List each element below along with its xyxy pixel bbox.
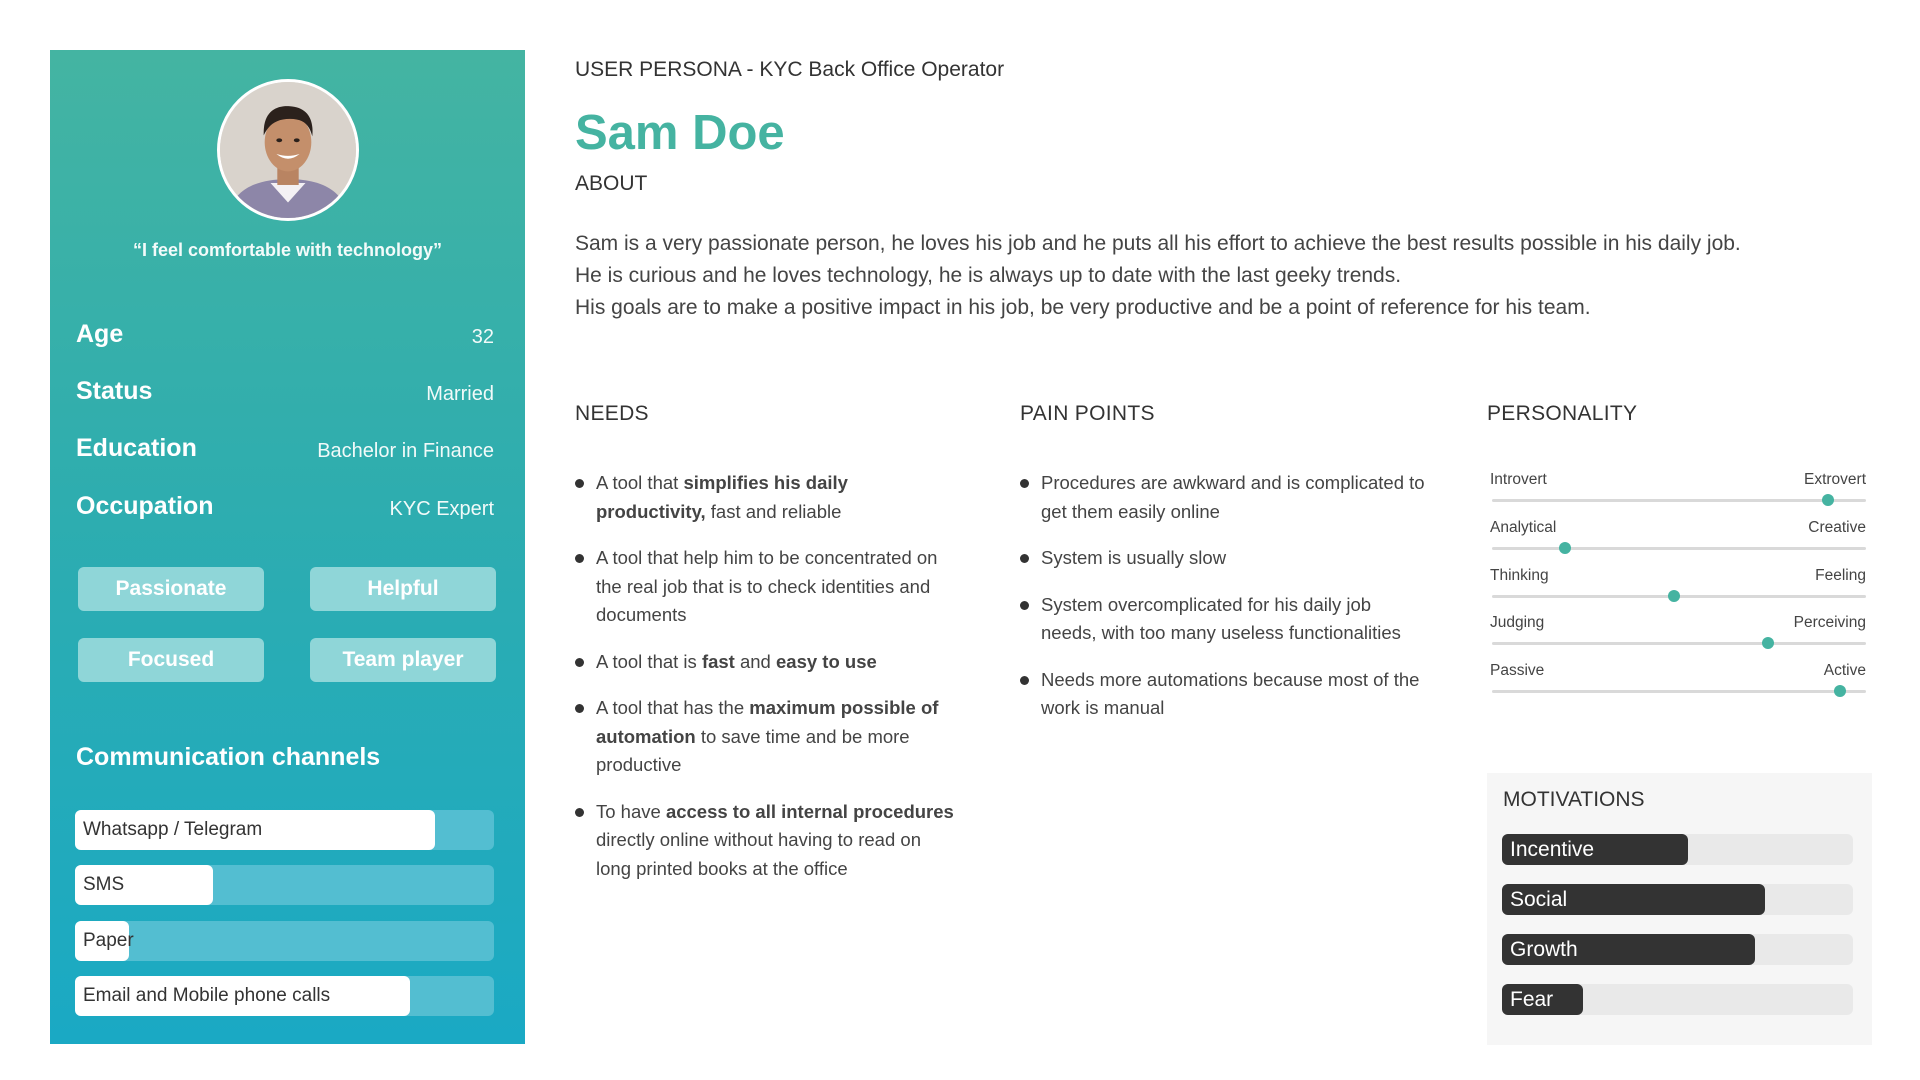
education-row (76, 434, 494, 474)
item-text: System overcomplicated for his daily job needs, with too many useless functionalities (1041, 593, 1401, 643)
list-item (1020, 469, 1425, 526)
emphasis-text: simplifies his daily productivity, (596, 472, 848, 522)
needs-title: NEEDS (575, 402, 649, 425)
motivation-label: Growth (1510, 938, 1578, 961)
avatar (217, 79, 359, 221)
emphasis-text: maximum possible of automation (596, 697, 939, 747)
about-line: His goals are to make a positive impact in his job, be very productive and be a point of reference for his team. (575, 296, 1591, 319)
scale-right-label: Creative (1808, 519, 1866, 536)
list-item (1020, 666, 1425, 723)
motivation-bar (1502, 884, 1853, 915)
item-text: A tool that has the (596, 697, 750, 718)
needs-list (575, 469, 960, 883)
item-text: Needs more automations because most of the work is manual (1041, 668, 1420, 718)
personality-scale (1490, 471, 1866, 515)
item-text: fast and reliable (705, 500, 842, 522)
scale-handle[interactable] (1668, 590, 1680, 602)
channel-bar (75, 865, 494, 905)
portrait-photo-icon (220, 82, 356, 218)
personality-title: PERSONALITY (1487, 402, 1638, 425)
scale-handle[interactable] (1834, 685, 1846, 697)
motivations-panel (1487, 773, 1872, 1045)
about-text (575, 228, 1875, 324)
persona-quote: “I feel comfortable with technology” (132, 240, 443, 260)
scale-track (1492, 690, 1866, 693)
emphasis-text: easy to use (776, 650, 877, 672)
list-item (575, 694, 960, 780)
age-value: 32 (471, 326, 494, 348)
list-item (575, 469, 960, 526)
personality-scale (1490, 519, 1866, 563)
scale-right-label: Perceiving (1793, 614, 1866, 631)
scale-right-label: Extrovert (1803, 471, 1866, 488)
motivations-title: MOTIVATIONS (1503, 788, 1645, 811)
motivation-label: Social (1510, 888, 1568, 911)
item-text: to save time and be more productive (596, 725, 910, 775)
item-text: directly online without having to read on long printed books at the office (596, 829, 921, 879)
scale-right-label: Active (1823, 662, 1866, 679)
scale-track (1492, 547, 1866, 550)
motivation-bar (1502, 934, 1853, 965)
item-text: System is usually slow (1041, 547, 1227, 568)
list-item (1020, 591, 1425, 648)
list-item (575, 648, 960, 677)
motivation-bar (1502, 834, 1853, 865)
personality-scale (1490, 662, 1866, 706)
about-line: Sam is a very passionate person, he loves his job and he puts all his effort to achieve the best results possible in his daily job. (575, 232, 1741, 255)
scale-handle[interactable] (1822, 494, 1834, 506)
channel-label: SMS (83, 874, 125, 895)
list-item (575, 544, 960, 630)
scale-left-label: Thinking (1490, 567, 1549, 584)
item-text: A tool that help him to be concentrated on the real job that is to check identities and documents (596, 547, 938, 625)
item-text: A tool that (596, 472, 684, 493)
trait-helpful[interactable]: Helpful (310, 567, 496, 611)
motivation-label: Fear (1510, 988, 1554, 1011)
trait-team-player[interactable]: Team player (310, 638, 496, 682)
persona-name: Sam Doe (575, 106, 785, 160)
scale-handle[interactable] (1559, 542, 1571, 554)
motivation-bar (1502, 984, 1853, 1015)
channel-label: Email and Mobile phone calls (83, 985, 331, 1006)
scale-left-label: Analytical (1490, 519, 1557, 536)
occupation-value: KYC Expert (389, 498, 494, 520)
scale-left-label: Introvert (1490, 471, 1547, 488)
scale-right-label: Feeling (1815, 567, 1866, 584)
item-text: Procedures are awkward and is complicated to get them easily online (1041, 472, 1425, 522)
age-row (76, 320, 494, 360)
channel-bar (75, 810, 494, 850)
pain-points-list (1020, 469, 1425, 723)
item-text: and (734, 650, 776, 672)
item-text: A tool that is (596, 650, 702, 672)
about-title: ABOUT (575, 172, 648, 195)
occupation-row (76, 492, 494, 532)
occupation-label: Occupation (76, 492, 214, 520)
trait-focused[interactable]: Focused (78, 638, 264, 682)
education-label: Education (76, 434, 197, 462)
motivation-label: Incentive (1510, 838, 1595, 861)
channel-bar (75, 921, 494, 961)
status-row (76, 377, 494, 417)
channel-label: Whatsapp / Telegram (83, 819, 263, 840)
status-label: Status (76, 377, 153, 405)
persona-sidebar (50, 50, 525, 1044)
emphasis-text: access to all internal procedures (665, 800, 954, 822)
status-value: Married (426, 383, 494, 405)
channel-label: Paper (83, 930, 134, 951)
list-item (1020, 544, 1425, 573)
communication-channels-title: Communication channels (76, 743, 381, 771)
scale-left-label: Judging (1490, 614, 1545, 631)
personality-scale (1490, 614, 1866, 658)
personality-scale (1490, 567, 1866, 611)
item-text: To have (596, 800, 666, 822)
pain-points-title: PAIN POINTS (1020, 402, 1155, 425)
scale-track (1492, 499, 1866, 502)
scale-track (1492, 642, 1866, 645)
scale-left-label: Passive (1490, 662, 1545, 679)
persona-kicker: USER PERSONA - KYC Back Office Operator (575, 58, 1005, 81)
age-label: Age (76, 320, 124, 348)
scale-handle[interactable] (1762, 637, 1774, 649)
about-line: He is curious and he loves technology, he is always up to date with the last geeky trends. (575, 264, 1402, 287)
list-item (575, 798, 960, 884)
channel-bar (75, 976, 494, 1016)
emphasis-text: fast (701, 650, 735, 672)
trait-passionate[interactable]: Passionate (78, 567, 264, 611)
education-value: Bachelor in Finance (317, 440, 494, 462)
